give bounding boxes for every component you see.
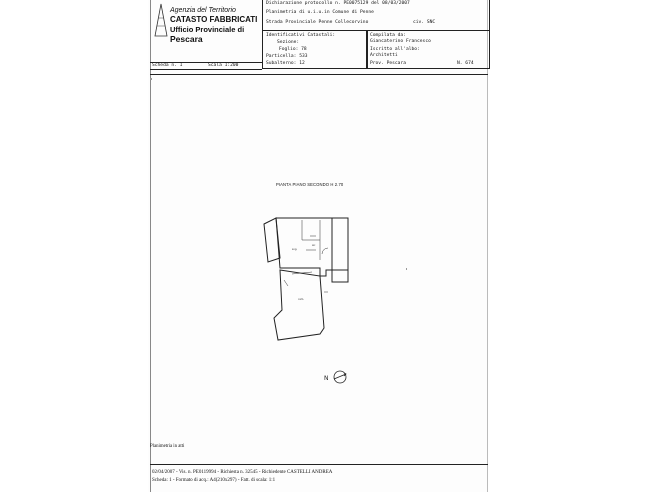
agency-emblem-icon <box>153 2 169 38</box>
civic-number: civ. SNC <box>413 20 436 25</box>
foglio: Foglio: 78 <box>279 47 307 52</box>
sezione: Sezione: <box>277 40 300 45</box>
footer-separator <box>150 464 488 465</box>
svg-text:cam.: cam. <box>298 298 305 301</box>
svg-text:wc: wc <box>312 244 316 247</box>
catasto-label: CATASTO FABBRICATI <box>170 15 258 24</box>
compiler-name: Giancaterino Francesco <box>370 39 431 44</box>
schedule-row <box>150 62 262 70</box>
footer-request-line: 02/04/2007 - Vis. n. PE0119994 - Richiesta n. 32545 - Richiedente CASTELLI ANDREA <box>152 470 333 475</box>
svg-text:sog.: sog. <box>292 248 298 251</box>
plan-municipality: Planimetria di u.i.u.in Comune di Penne <box>266 10 374 15</box>
particella: Particella: 533 <box>266 54 308 59</box>
agency-block <box>170 6 264 45</box>
identifiers-title: Identificativi Catastali: <box>266 33 336 38</box>
scan-mark <box>406 268 407 270</box>
plan-title: PIANTA PIANO SECONDO H 2.70 <box>276 182 344 187</box>
scale: Scala 1:200 <box>208 63 239 68</box>
profession: Architetti <box>370 53 398 58</box>
registration-number: N. 674 <box>457 61 474 66</box>
footer-format-line: Scheda: 1 - Formato di acq.: A4(210x297) - Fatt. di scala: 1:1 <box>152 478 276 483</box>
province: Prov. Pescara <box>370 61 406 66</box>
agency-name: Agenzia del Territorio <box>170 7 236 14</box>
subalterno: Subalterno: 12 <box>266 61 305 66</box>
scheda-number: Scheda n. 1 <box>152 63 183 68</box>
svg-text:N: N <box>324 375 329 382</box>
scan-mark <box>150 78 152 80</box>
office-city: Pescara <box>170 34 203 44</box>
north-arrow-icon <box>324 369 350 385</box>
office-label: Ufficio Provinciale di <box>170 25 245 34</box>
plan-note: Planimetria in atti <box>150 444 185 449</box>
cadastral-identifiers-box <box>262 30 368 69</box>
floor-plan-drawing <box>262 210 352 350</box>
albo-label: Iscritto all'albo: <box>370 47 420 52</box>
protocol-box <box>262 0 490 31</box>
header-separator <box>150 74 488 75</box>
compiler-title: Compilata da: <box>370 33 406 38</box>
protocol-line: Dichiarazione protocollo n. PE0075129 del 08/03/2007 <box>266 1 410 6</box>
compiler-box <box>366 30 490 69</box>
address: Strada Provinciale Penne Collecorvino <box>266 20 369 25</box>
